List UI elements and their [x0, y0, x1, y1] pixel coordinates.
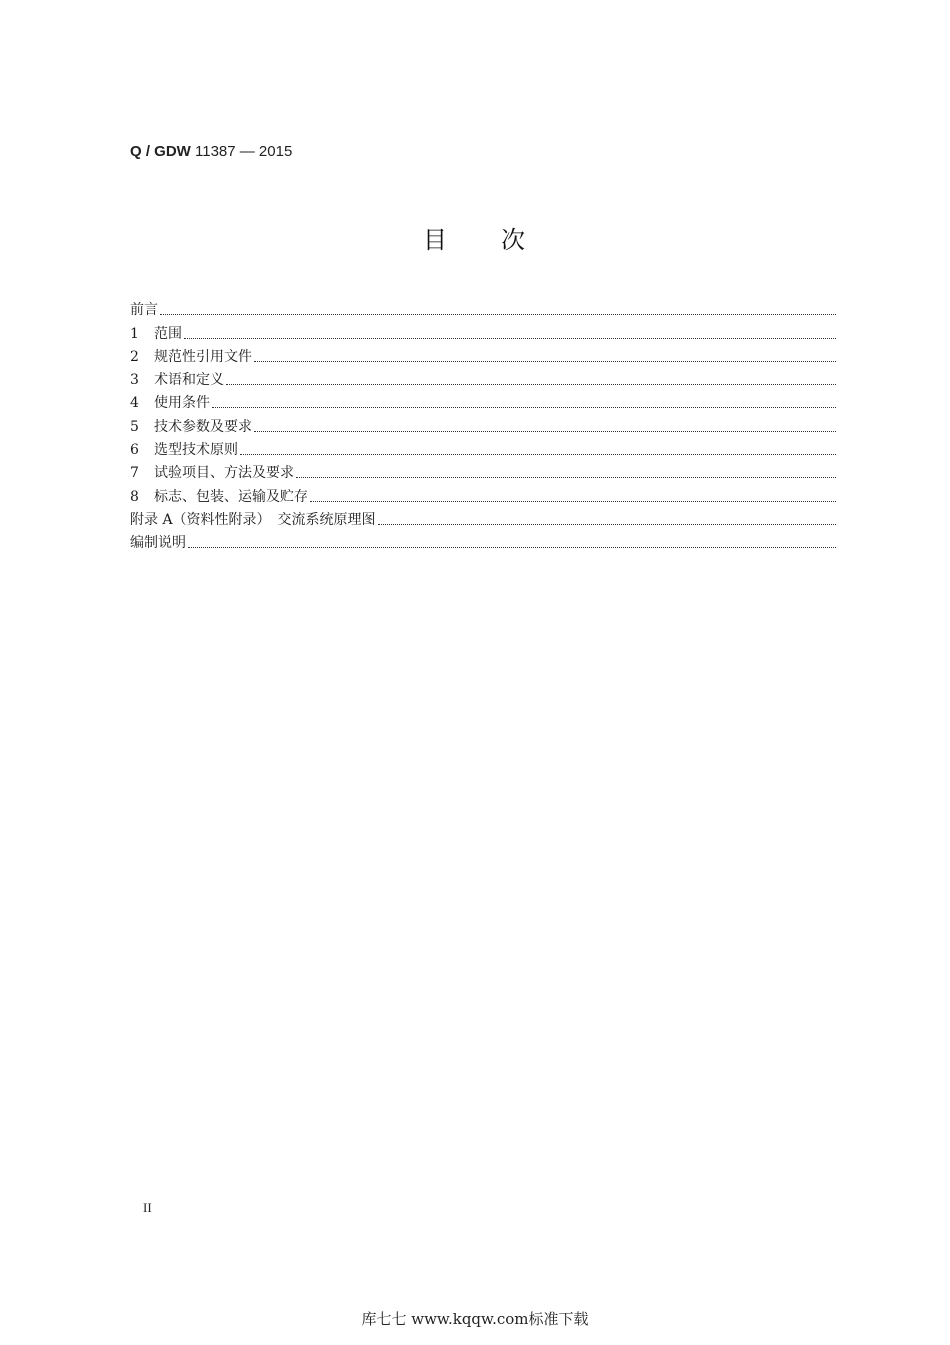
leader-dots	[378, 523, 836, 525]
leader-dots	[254, 360, 836, 362]
toc-entry-5[interactable]	[130, 412, 836, 435]
toc-entry-explanation[interactable]	[130, 529, 836, 552]
toc-entry-number: 1	[130, 325, 139, 342]
leader-dots	[188, 546, 836, 548]
toc-entry-2[interactable]	[130, 343, 836, 366]
leader-dots	[296, 476, 836, 478]
title-char-1: 目	[423, 226, 449, 254]
toc-entry-number: 6	[130, 442, 139, 459]
toc-entry-number: 4	[130, 395, 139, 412]
leader-dots	[226, 383, 836, 385]
toc-entry-number: 3	[130, 372, 139, 389]
toc-entry-number: 5	[130, 418, 139, 435]
title-char-2: 次	[501, 226, 527, 254]
footer-watermark: 库七七 www.kqqw.com标准下载	[361, 1310, 589, 1328]
toc-entry-1[interactable]	[130, 319, 836, 342]
toc-entry-label: 规范性引用文件	[154, 348, 252, 365]
leader-dots	[184, 337, 836, 339]
toc-entry-label: 范围	[154, 325, 182, 342]
toc-entry-label: 技术参数及要求	[154, 418, 252, 435]
toc-entry-number: 7	[130, 465, 139, 482]
toc-entry-6[interactable]	[130, 436, 836, 459]
toc-entry-number: 2	[130, 348, 139, 365]
standard-code	[130, 143, 292, 160]
leader-dots	[310, 500, 836, 502]
toc-entry-label: 标志、包装、运输及贮存	[154, 488, 308, 505]
toc-entry-foreword[interactable]	[130, 296, 836, 319]
toc-entry-appendix-a[interactable]	[130, 506, 836, 529]
toc-entry-7[interactable]	[130, 459, 836, 482]
leader-dots	[240, 453, 836, 455]
leader-dots	[212, 406, 836, 408]
toc-entry-label: 试验项目、方法及要求	[154, 465, 294, 482]
page-title	[0, 220, 950, 255]
toc-entry-4[interactable]	[130, 389, 836, 412]
page-number: II	[143, 1200, 152, 1215]
toc-entry-label: 选型技术原则	[154, 442, 238, 459]
toc-entry-label: 前言	[130, 302, 158, 319]
leader-dots	[254, 430, 836, 432]
table-of-contents	[130, 296, 836, 552]
standard-number: 11387 — 2015	[195, 143, 293, 160]
toc-entry-label: 使用条件	[154, 395, 210, 412]
toc-entry-label: 编制说明	[130, 535, 186, 552]
leader-dots	[160, 313, 836, 315]
toc-entry-8[interactable]	[130, 482, 836, 505]
toc-entry-label: 附录 A（资料性附录） 交流系统原理图	[130, 511, 376, 528]
toc-entry-label: 术语和定义	[154, 372, 224, 389]
toc-entry-3[interactable]	[130, 366, 836, 389]
toc-entry-number: 8	[130, 488, 139, 505]
standard-prefix: Q / GDW	[130, 143, 191, 160]
